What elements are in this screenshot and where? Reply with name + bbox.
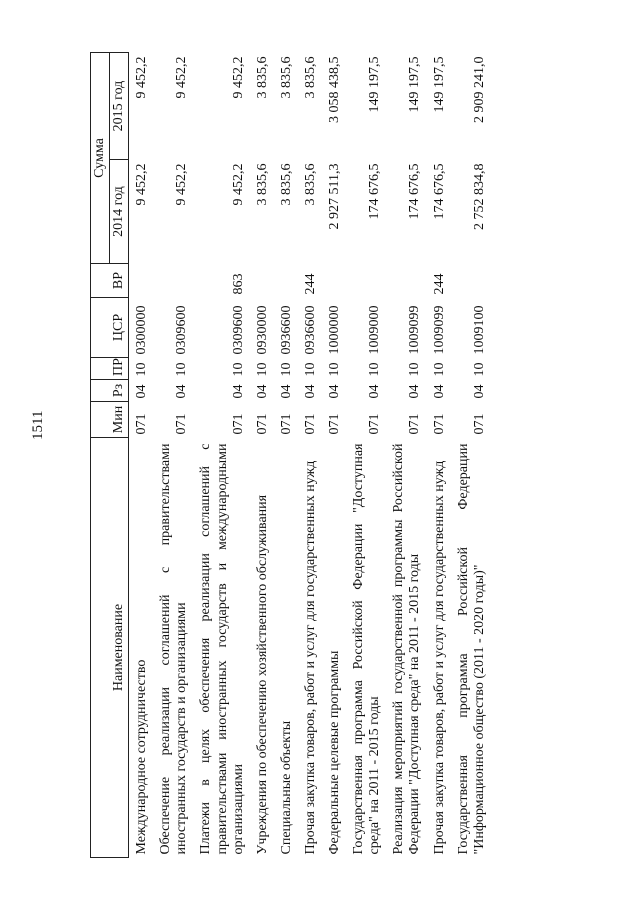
row-name: Реализация мероприятий государственной программы Российской Федерации "Доступная среда" на 2011 - 2015 годы [391,443,423,855]
row-pr: 10 [327,362,343,377]
row-csr: 0300000 [134,305,150,355]
row-name: Государственная программа Российской Федерации "Доступная среда" на 2011 - 2015 годы [351,443,383,855]
row-rz: 04 [407,384,423,399]
row-pr: 10 [471,362,487,377]
row-min: 071 [471,413,487,435]
page-number: 1511 [30,410,46,440]
row-pr: 10 [174,362,190,377]
row-sum-2014: 3 835,6 [302,163,318,206]
row-rz: 04 [174,384,190,399]
row-sum-2015: 149 197,5 [367,56,383,113]
row-sum-2014: 9 452,2 [134,163,150,206]
row-min: 071 [431,413,447,435]
row-rz: 04 [278,384,294,399]
row-pr: 10 [302,362,318,377]
row-sum-2014: 3 835,6 [254,163,270,206]
row-sum-2015: 149 197,5 [431,56,447,113]
row-name: Обеспечение реализации соглашений с правительствами иностранных государств и организациями [158,443,190,855]
header-rz: Рз [91,380,129,402]
row-sum-2015: 9 452,2 [174,56,190,99]
header-csr: ЦСР [91,298,129,358]
row-sum-2015: 2 909 241,0 [471,56,487,123]
row-name: Федеральные целевые программы [327,650,343,855]
row-vr [322,264,346,298]
row-csr: 0930000 [254,305,270,355]
row-csr: 1000000 [327,305,343,355]
row-sum-2015: 9 452,2 [230,56,246,99]
table-row [193,53,249,858]
row-min: 071 [278,413,294,435]
row-rz: 04 [302,384,318,399]
row-pr: 10 [134,362,150,377]
row-pr: 10 [278,362,294,377]
row-csr: 0936600 [278,305,294,355]
row-sum-2014: 2 752 834,8 [471,163,487,230]
row-vr: 863 [230,273,246,295]
row-vr [153,264,193,298]
row-csr: 0309600 [230,305,246,355]
row-vr [386,264,426,298]
row-csr: 1009099 [407,305,423,355]
row-rz: 04 [471,384,487,399]
row-pr: 10 [431,362,447,377]
table-row [298,53,322,858]
budget-table [90,52,491,858]
row-csr: 1009099 [431,305,447,355]
row-sum-2014: 9 452,2 [230,163,246,206]
row-vr [250,264,274,298]
row-csr: 1009100 [471,305,487,355]
row-sum-2015: 149 197,5 [407,56,423,113]
row-name: Платежи в целях обеспечения реализации соглашений с правительствами иностранных государств и международными организациями [198,443,246,855]
row-name: Прочая закупка товаров, работ и услуг для государственных нужд [302,460,318,855]
row-sum-2014: 3 835,6 [278,163,294,206]
row-name: Прочая закупка товаров, работ и услуг для государственных нужд [431,460,447,855]
header-2015: 2015 год [110,53,129,160]
row-sum-2015: 3 058 438,5 [327,56,343,123]
row-sum-2015: 3 835,6 [302,56,318,99]
rotated-table-container [90,53,610,858]
row-min: 071 [174,413,190,435]
row-csr: 0936600 [302,305,318,355]
header-vr: ВР [91,264,129,298]
row-sum-2014: 174 676,5 [431,163,447,220]
table-header [91,53,129,858]
table-row [386,53,426,858]
header-min: Мин [91,402,129,438]
table-row [250,53,274,858]
table-row [153,53,193,858]
row-vr [129,264,154,298]
row-name: Государственная программа Российской Федерации "Информационное общество (2011 - 2020 годы)" [455,443,487,855]
row-sum-2015: 3 835,6 [278,56,294,99]
row-name: Международное сотрудничество [134,659,150,855]
table-row [427,53,451,858]
row-csr: 0309600 [174,305,190,355]
row-rz: 04 [134,384,150,399]
row-min: 071 [134,413,150,435]
table-row [129,53,154,858]
row-min: 071 [407,413,423,435]
row-vr: 244 [302,273,318,295]
row-sum-2015: 3 835,6 [254,56,270,99]
row-rz: 04 [367,384,383,399]
header-pr: ПР [91,358,129,380]
row-sum-2014: 2 927 511,3 [327,163,343,230]
row-pr: 10 [254,362,270,377]
row-min: 071 [254,413,270,435]
table-row [451,53,491,858]
row-min: 071 [367,413,383,435]
row-rz: 04 [230,384,246,399]
row-pr: 10 [367,362,383,377]
row-sum-2014: 174 676,5 [407,163,423,220]
table-body [129,53,491,858]
row-rz: 04 [327,384,343,399]
table-row [322,53,346,858]
row-vr: 244 [431,273,447,295]
row-min: 071 [230,413,246,435]
row-csr: 1009000 [367,305,383,355]
row-vr [451,264,491,298]
row-min: 071 [302,413,318,435]
row-rz: 04 [254,384,270,399]
row-vr [274,264,298,298]
row-name: Специальные объекты [278,720,294,855]
row-sum-2014: 9 452,2 [174,163,190,206]
table-row [346,53,386,858]
header-2014: 2014 год [110,160,129,264]
row-pr: 10 [407,362,423,377]
row-min: 071 [327,413,343,435]
row-name: Учреждения по обеспечению хозяйственного обслуживания [254,494,270,855]
header-sum: Сумма [91,53,110,264]
row-pr: 10 [230,362,246,377]
row-sum-2015: 9 452,2 [134,56,150,99]
header-name: Наименование [91,438,129,858]
row-sum-2014: 174 676,5 [367,163,383,220]
row-vr [346,264,386,298]
row-rz: 04 [431,384,447,399]
table-row [274,53,298,858]
